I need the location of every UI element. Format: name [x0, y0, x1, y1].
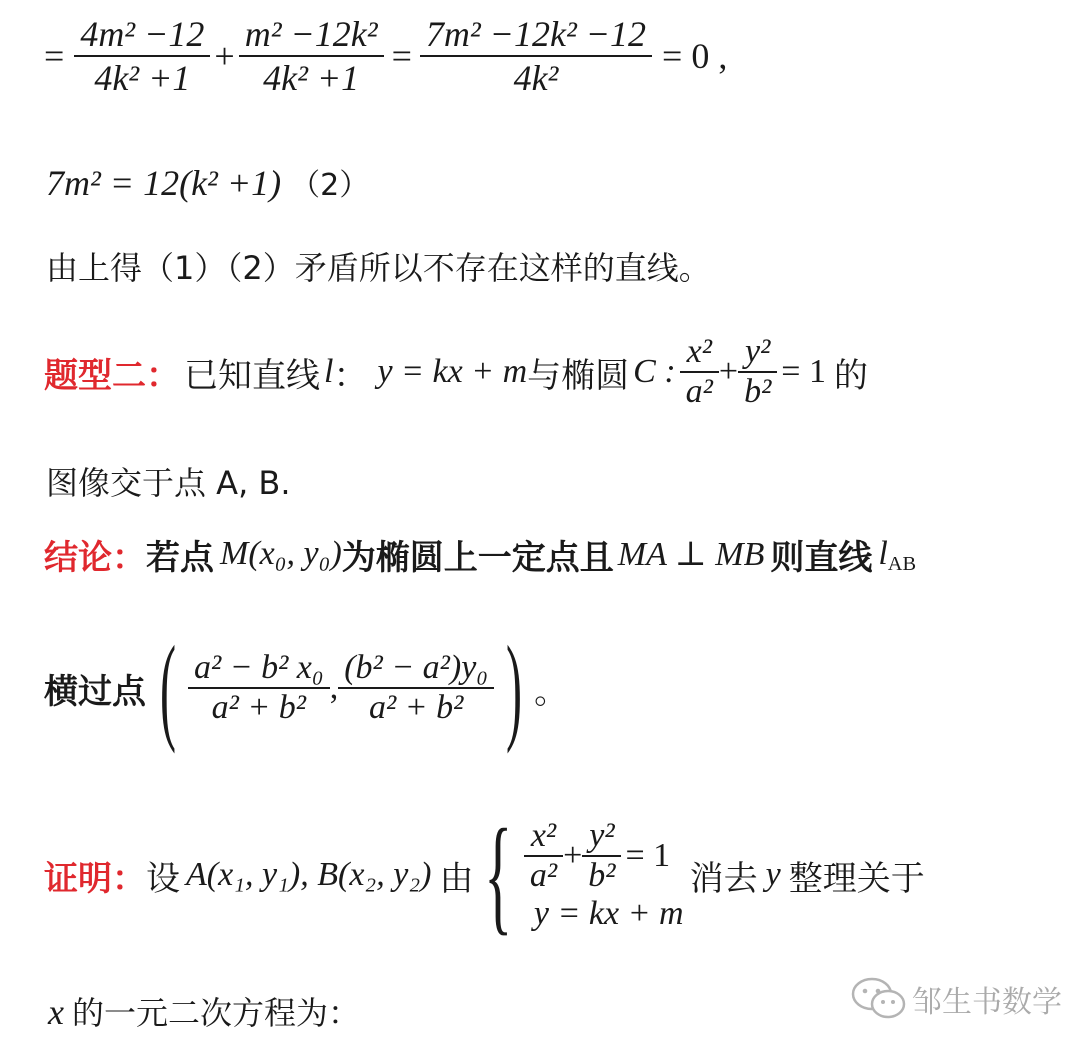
- proof-text-3: 消去: [689, 858, 758, 899]
- fixed-point-line: [44, 620, 568, 756]
- plus-sign: +: [563, 837, 583, 874]
- type-two-line: [44, 322, 868, 422]
- equation-line-1: [44, 8, 727, 104]
- left-paren: (: [159, 621, 176, 754]
- ellipse-c: C :: [633, 353, 676, 390]
- equals-one: = 1: [781, 353, 826, 390]
- plus-sign: +: [718, 353, 739, 390]
- point-y-numerator: (b² − a²)y₀: [344, 649, 489, 686]
- fraction-1: [74, 13, 210, 99]
- system-row-2: y = kx + m: [533, 895, 684, 932]
- lab-subscript: AB: [887, 553, 917, 576]
- var-y: y: [765, 856, 781, 893]
- fixed-point-text: 横过点: [44, 671, 146, 712]
- point-y-fraction: [338, 649, 494, 727]
- fraction-3-denominator: 4k²: [513, 58, 559, 98]
- fraction-2-denominator: 4k² +1: [263, 58, 360, 98]
- equals-one: = 1: [625, 837, 671, 874]
- conclusion-text-3: 则直线: [770, 537, 873, 578]
- proof-line: [44, 800, 925, 950]
- fraction-1-numerator: 4m² −12: [80, 14, 205, 54]
- point-x-numerator: a² − b² x₀: [193, 649, 324, 686]
- equation-line-2: [46, 160, 369, 204]
- watermark-text: 邹生书数学: [912, 985, 1062, 1020]
- conclusion-text-1: 若点: [146, 537, 214, 578]
- right-paren: ): [506, 621, 523, 754]
- equation-system: [524, 817, 684, 933]
- y-numerator: y²: [745, 333, 771, 370]
- proof-label: 证明：: [44, 858, 146, 899]
- x-numerator: x²: [686, 333, 712, 370]
- conclusion-label: 结论：: [44, 537, 146, 578]
- equation-2: 7m² = 12(k² +1): [46, 163, 282, 203]
- equals-sign: =: [391, 36, 412, 76]
- type-two-label: 题型二：: [44, 355, 180, 396]
- point-x-denominator: a² + b²: [211, 689, 307, 726]
- y-fraction: [738, 333, 777, 411]
- point-m: M(x₀, y₀): [220, 535, 342, 572]
- wechat-icon: [850, 976, 908, 1022]
- period: 。: [534, 671, 569, 712]
- lab-letter: l: [878, 535, 888, 572]
- conclusion-line: [44, 526, 916, 582]
- y-denominator: b²: [744, 373, 772, 410]
- plus-sign: +: [214, 36, 235, 76]
- text-line-5: 图像交于点 A, B.: [46, 464, 291, 502]
- last-line: [48, 988, 360, 1034]
- line-lab: [878, 535, 917, 576]
- fraction-2: [239, 13, 384, 99]
- line-l: l: [324, 353, 334, 390]
- conclusion-text-2: 为椭圆上一定点且: [341, 537, 614, 578]
- sys-x-denominator: a²: [529, 857, 558, 894]
- fraction-2-numerator: m² −12k²: [244, 14, 378, 54]
- type-two-text-1: 已知直线: [184, 355, 320, 396]
- type-two-text-3: 的: [833, 355, 868, 396]
- sys-y-denominator: b²: [588, 857, 616, 894]
- sys-y-fraction: [582, 817, 621, 895]
- proof-text-2: 由: [439, 858, 474, 899]
- watermark: [850, 976, 1062, 1022]
- proof-text-4: 整理关于: [788, 858, 925, 899]
- last-line-text: 的一元二次方程为：: [71, 994, 360, 1032]
- line-equation: y = kx + m: [377, 353, 528, 390]
- equals-zero: = 0 ,: [662, 36, 728, 76]
- type-two-text-2: 与椭圆: [527, 355, 630, 396]
- proof-text-1: 设: [146, 858, 180, 899]
- var-x: x: [48, 992, 64, 1032]
- perpendicular: MA ⊥ MB: [617, 536, 765, 573]
- equation-label: （2）: [290, 168, 370, 203]
- system-row-1: [524, 817, 684, 895]
- x-fraction: [680, 333, 719, 411]
- x-denominator: a²: [685, 373, 713, 410]
- colon: ：: [333, 355, 368, 396]
- fraction-3: [420, 13, 652, 99]
- equals-sign: =: [44, 36, 65, 76]
- text-line-3: 由上得（1）（2）矛盾所以不存在这样的直线。: [46, 249, 711, 287]
- sys-y-numerator: y²: [589, 817, 615, 854]
- points-ab: A(x₁, y₁), B(x₂, y₂): [186, 856, 432, 893]
- left-brace: {: [484, 803, 513, 947]
- fraction-3-numerator: 7m² −12k² −12: [425, 14, 647, 54]
- fraction-1-denominator: 4k² +1: [94, 58, 191, 98]
- sys-x-fraction: [524, 817, 563, 895]
- comma: ,: [329, 669, 339, 706]
- sys-x-numerator: x²: [530, 817, 557, 854]
- point-y-denominator: a² + b²: [368, 689, 464, 726]
- point-x-fraction: [188, 649, 330, 727]
